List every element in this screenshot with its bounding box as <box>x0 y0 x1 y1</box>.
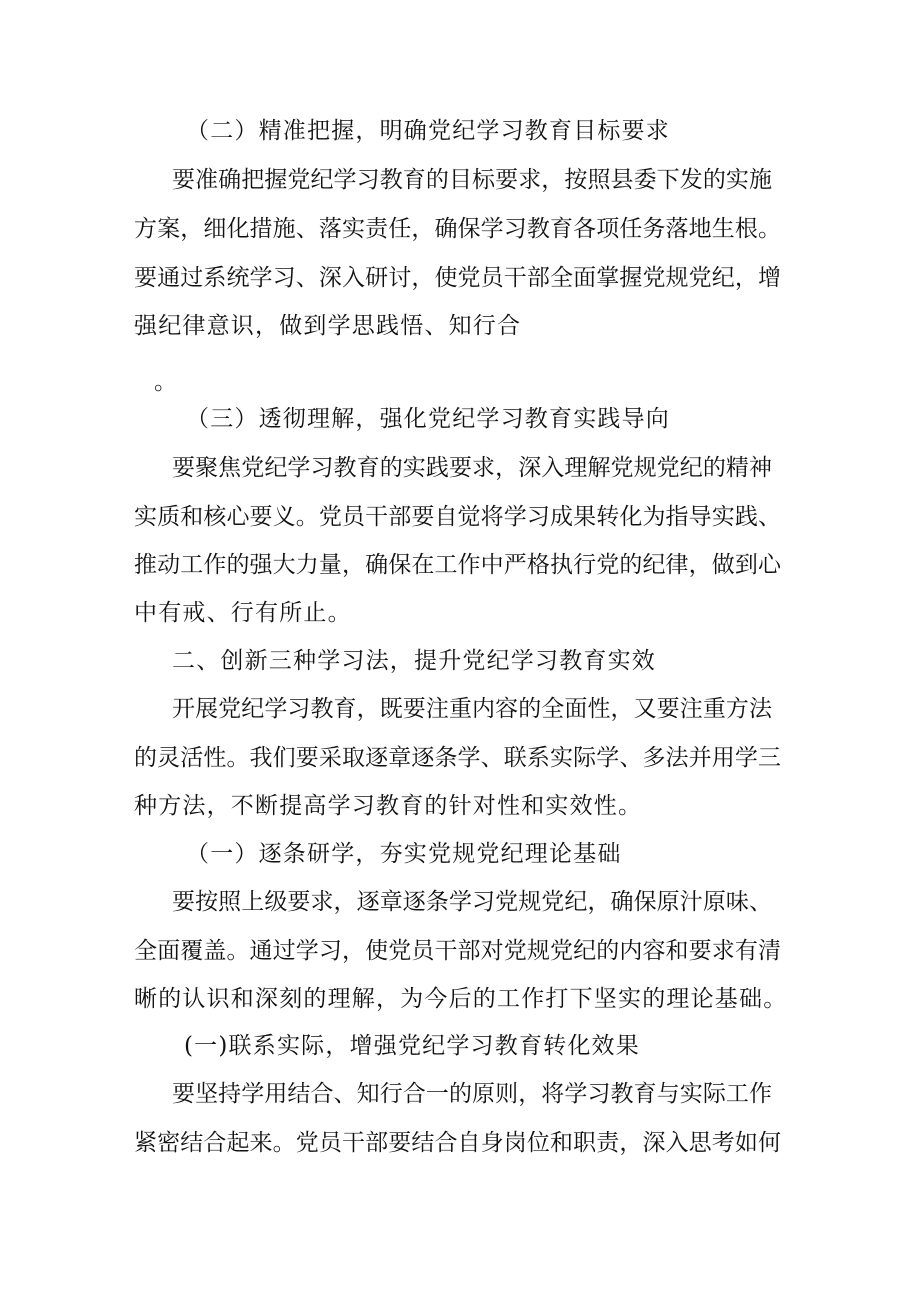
section-heading: （一）逐条研学，夯实党规党纪理论基础 <box>186 841 622 867</box>
section-heading: （三）透彻理解，强化党纪学习教育实践导向 <box>186 406 670 432</box>
paragraph-line: 的灵活性。我们要采取逐章逐条学、联系实际学、多法并用学三 <box>134 745 781 771</box>
section-heading: （二）精准把握，明确党纪学习教育目标要求 <box>186 118 670 144</box>
paragraph-line: 要按照上级要求，逐章逐条学习党规党纪，确保原汁原味、 <box>172 889 772 915</box>
paragraph-line: 要通过系统学习、深入研讨，使党员干部全面掌握党规党纪，增 <box>134 265 781 291</box>
paragraph-line: 全面覆盖。通过学习，使党员干部对党规党纪的内容和要求有清 <box>134 938 781 964</box>
paragraph-line: 要准确把握党纪学习教育的目标要求，按照县委下发的实施 <box>172 167 772 193</box>
paragraph-line: 推动工作的强大力量，确保在工作中严格执行党的纪律，做到心 <box>134 552 781 578</box>
paragraph-line: 方案，细化措施、落实责任，确保学习教育各项任务落地生根。 <box>134 216 781 242</box>
paragraph-line: 开展党纪学习教育，既要注重内容的全面性，又要注重方法 <box>172 696 772 722</box>
section-heading: (一)联系实际，增强党纪学习教育转化效果 <box>184 1033 640 1059</box>
paragraph-line: 强纪律意识，做到学思践悟、知行合 <box>134 313 522 339</box>
paragraph-line: 紧密结合起来。党员干部要结合自身岗位和职责，深入思考如何 <box>134 1130 781 1156</box>
paragraph-line: 中有戒、行有所止。 <box>134 600 352 626</box>
paragraph-line: 晰的认识和深刻的理解，为今后的工作打下坚实的理论基础。 <box>134 986 788 1012</box>
paragraph-line: 要坚持学用结合、知行合一的原则，将学习教育与实际工作 <box>172 1081 772 1107</box>
paragraph-line: 要聚焦党纪学习教育的实践要求，深入理解党规党纪的精神 <box>172 455 772 481</box>
section-heading: 二、创新三种学习法，提升党纪学习教育实效 <box>172 648 656 674</box>
paragraph-line: 种方法，不断提高学习教育的针对性和实效性。 <box>134 793 643 819</box>
paragraph-line: 实质和核心要义。党员干部要自觉将学习成果转化为指导实践、 <box>134 504 781 530</box>
paragraph-line: 。 <box>154 369 179 395</box>
